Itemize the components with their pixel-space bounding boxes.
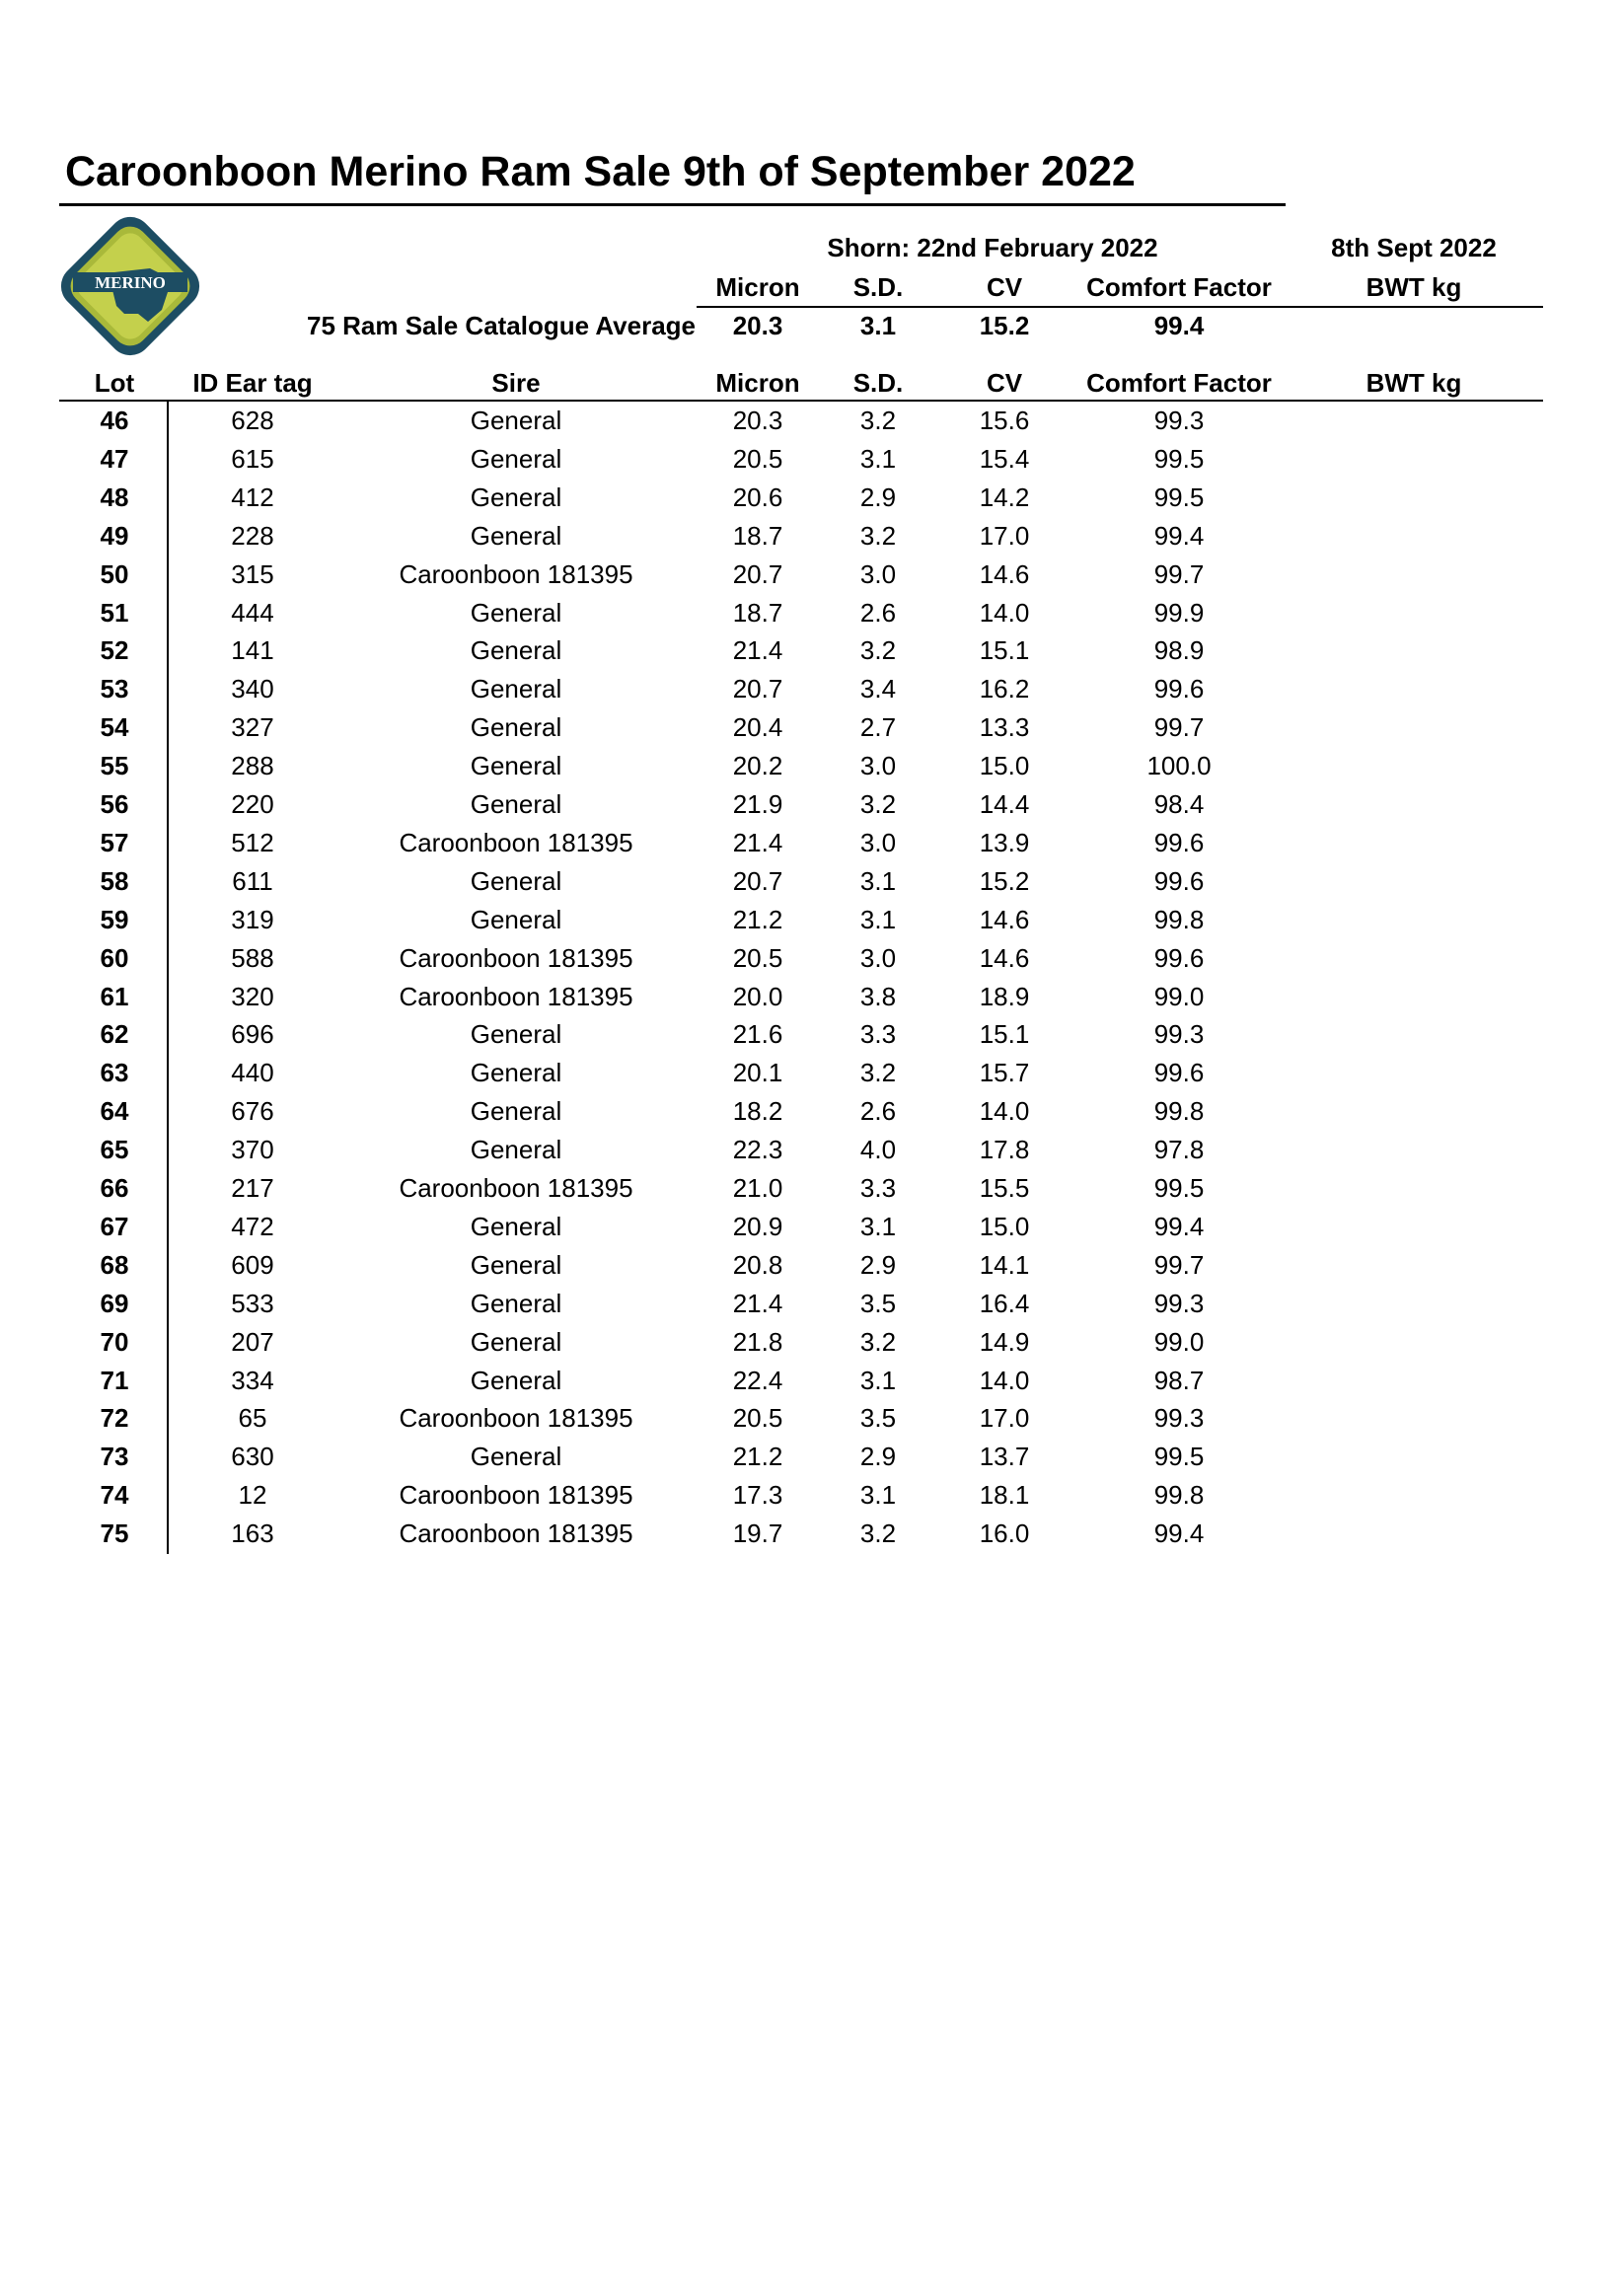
cell-cv: 15.0 (979, 1211, 1030, 1241)
cell-lot: 65 (100, 1135, 129, 1165)
cell-lot: 71 (100, 1365, 129, 1395)
cell-micron: 21.9 (732, 789, 783, 819)
cell-id: 615 (231, 443, 274, 474)
cell-lot: 72 (100, 1403, 129, 1434)
cell-cv: 18.1 (979, 1480, 1030, 1511)
cell-cv: 14.2 (979, 481, 1030, 512)
cell-micron: 22.3 (732, 1135, 783, 1165)
cell-micron: 21.2 (732, 904, 783, 934)
cell-lot: 58 (100, 865, 129, 896)
cell-sire: General (470, 712, 562, 743)
cell-sire: General (470, 406, 562, 435)
cell-cv: 13.7 (979, 1442, 1030, 1472)
cell-sire: General (470, 1058, 562, 1088)
cell-sire: General (470, 789, 562, 819)
cell-micron: 18.7 (732, 520, 783, 551)
cell-sire: General (470, 443, 562, 474)
cell-cv: 14.9 (979, 1326, 1030, 1357)
cell-micron: 21.6 (732, 1019, 783, 1050)
cell-id: 412 (231, 481, 274, 512)
cell-comfort: 98.4 (1153, 789, 1205, 819)
cell-micron: 20.0 (732, 981, 783, 1011)
shorn-date: Shorn: 22nd February 2022 (827, 233, 1158, 262)
cell-cv: 17.8 (979, 1135, 1030, 1165)
cell-cv: 16.0 (979, 1518, 1030, 1549)
cell-comfort: 99.7 (1153, 712, 1205, 743)
cell-micron: 18.2 (732, 1096, 783, 1127)
cell-lot: 53 (100, 674, 129, 704)
cell-comfort: 99.7 (1153, 1249, 1205, 1280)
cell-id: 370 (231, 1135, 274, 1165)
cell-id: 65 (238, 1403, 267, 1434)
cell-cv: 14.0 (979, 1365, 1030, 1395)
cell-micron: 20.4 (732, 712, 783, 743)
cell-sire: General (470, 481, 562, 512)
cell-sd: 3.2 (859, 635, 897, 666)
cell-lot: 64 (100, 1096, 129, 1127)
cell-cv: 14.0 (979, 597, 1030, 628)
cell-sire: Caroonboon 181395 (399, 558, 633, 589)
cell-lot: 48 (100, 481, 129, 512)
cell-sd: 3.2 (859, 789, 897, 819)
cell-sd: 3.1 (859, 443, 897, 474)
cell-cv: 15.1 (979, 1019, 1030, 1050)
cell-lot: 73 (100, 1442, 129, 1472)
cell-sd: 4.0 (859, 1135, 897, 1165)
cell-sd: 3.0 (859, 751, 897, 781)
col-header-micron: Micron (715, 368, 800, 398)
cell-id: 288 (231, 751, 274, 781)
average-comfort: 99.4 (1153, 311, 1205, 340)
lot-column-divider (167, 400, 169, 1554)
cell-sd: 2.7 (859, 712, 897, 743)
cell-comfort: 98.9 (1153, 635, 1205, 666)
cell-cv: 14.0 (979, 1096, 1030, 1127)
cell-comfort: 99.3 (1153, 1019, 1205, 1050)
cell-cv: 15.7 (979, 1058, 1030, 1088)
cell-lot: 47 (100, 443, 129, 474)
cell-id: 163 (231, 1518, 274, 1549)
cell-lot: 68 (100, 1249, 129, 1280)
cell-sire: Caroonboon 181395 (399, 1173, 633, 1203)
cell-cv: 14.6 (979, 558, 1030, 589)
cell-id: 588 (231, 942, 274, 973)
cell-sd: 2.9 (859, 481, 897, 512)
cell-id: 444 (231, 597, 274, 628)
cell-id: 141 (231, 635, 274, 666)
cell-sd: 3.5 (859, 1288, 897, 1318)
cell-sd: 3.2 (859, 1518, 897, 1549)
cell-cv: 14.1 (979, 1249, 1030, 1280)
cell-comfort: 97.8 (1153, 1135, 1205, 1165)
cell-id: 12 (238, 1480, 267, 1511)
cell-sd: 3.2 (859, 1058, 897, 1088)
cell-lot: 66 (100, 1173, 129, 1203)
cell-sire: Caroonboon 181395 (399, 827, 633, 857)
cell-sire: General (470, 904, 562, 934)
cell-cv: 16.2 (979, 674, 1030, 704)
cell-sire: General (470, 1096, 562, 1127)
cell-id: 533 (231, 1288, 274, 1318)
cell-comfort: 99.8 (1153, 1096, 1205, 1127)
cell-sd: 3.2 (859, 520, 897, 551)
cell-sd: 3.2 (859, 406, 897, 435)
cell-id: 319 (231, 904, 274, 934)
summary-header-micron: Micron (715, 272, 800, 302)
cell-micron: 21.2 (732, 1442, 783, 1472)
cell-sd: 2.9 (859, 1442, 897, 1472)
cell-comfort: 99.4 (1153, 520, 1205, 551)
cell-sd: 2.6 (859, 597, 897, 628)
cell-sire: Caroonboon 181395 (399, 942, 633, 973)
cell-cv: 18.9 (979, 981, 1030, 1011)
cell-lot: 67 (100, 1211, 129, 1241)
cell-sire: General (470, 1135, 562, 1165)
cell-micron: 20.3 (732, 406, 783, 435)
cell-sire: General (470, 751, 562, 781)
cell-lot: 49 (100, 520, 129, 551)
summary-header-sd: S.D. (852, 272, 904, 302)
cell-comfort: 99.0 (1153, 1326, 1205, 1357)
cell-sd: 3.4 (859, 674, 897, 704)
col-header-cv: CV (986, 368, 1023, 398)
cell-id: 609 (231, 1249, 274, 1280)
cell-cv: 15.4 (979, 443, 1030, 474)
cell-id: 327 (231, 712, 274, 743)
cell-sire: General (470, 520, 562, 551)
average-sd: 3.1 (859, 311, 897, 340)
cell-id: 611 (232, 865, 273, 896)
merino-logo-icon (55, 211, 205, 361)
cell-id: 676 (231, 1096, 274, 1127)
cell-comfort: 99.6 (1153, 1058, 1205, 1088)
cell-id: 440 (231, 1058, 274, 1088)
cell-sire: General (470, 1326, 562, 1357)
cell-comfort: 99.4 (1153, 1518, 1205, 1549)
cell-id: 217 (231, 1173, 274, 1203)
cell-id: 340 (231, 674, 274, 704)
cell-lot: 74 (100, 1480, 129, 1511)
logo-text: MERINO (95, 273, 166, 292)
cell-sd: 3.0 (859, 827, 897, 857)
cell-sire: Caroonboon 181395 (399, 1480, 633, 1511)
cell-id: 320 (231, 981, 274, 1011)
cell-sire: General (470, 1288, 562, 1318)
cell-micron: 20.6 (732, 481, 783, 512)
cell-micron: 17.3 (732, 1480, 783, 1511)
cell-sd: 3.0 (859, 942, 897, 973)
cell-comfort: 99.0 (1153, 981, 1205, 1011)
table-header-rule (59, 400, 1543, 402)
cell-sd: 3.1 (859, 904, 897, 934)
cell-comfort: 99.6 (1153, 942, 1205, 973)
cell-sire: General (470, 635, 562, 666)
cell-cv: 13.9 (979, 827, 1030, 857)
cell-comfort: 99.6 (1153, 865, 1205, 896)
cell-comfort: 99.3 (1153, 1403, 1205, 1434)
cell-micron: 20.1 (732, 1058, 783, 1088)
cell-micron: 20.2 (732, 751, 783, 781)
summary-header-cv: CV (986, 272, 1023, 302)
summary-header-rule (697, 306, 1543, 308)
cell-lot: 55 (100, 751, 129, 781)
cell-micron: 20.5 (732, 1403, 783, 1434)
cell-comfort: 99.4 (1153, 1211, 1205, 1241)
cell-id: 628 (231, 406, 274, 435)
cell-id: 315 (231, 558, 274, 589)
cell-cv: 15.5 (979, 1173, 1030, 1203)
cell-sire: Caroonboon 181395 (399, 1403, 633, 1434)
cell-micron: 21.4 (732, 827, 783, 857)
cell-sire: General (470, 1442, 562, 1472)
cell-sd: 3.0 (859, 558, 897, 589)
cell-micron: 21.4 (732, 1288, 783, 1318)
cell-comfort: 99.5 (1153, 443, 1205, 474)
average-micron: 20.3 (732, 311, 783, 340)
cell-cv: 15.2 (979, 865, 1030, 896)
average-label: 75 Ram Sale Catalogue Average (306, 311, 697, 340)
col-header-lot: Lot (94, 368, 135, 398)
cell-micron: 22.4 (732, 1365, 783, 1395)
cell-micron: 21.8 (732, 1326, 783, 1357)
cell-sd: 3.8 (859, 981, 897, 1011)
cell-sire: General (470, 865, 562, 896)
cell-lot: 61 (100, 981, 129, 1011)
col-header-sd: S.D. (852, 368, 904, 398)
cell-sire: General (470, 597, 562, 628)
cell-id: 220 (231, 789, 274, 819)
cell-comfort: 99.9 (1153, 597, 1205, 628)
cell-sire: General (470, 1211, 562, 1241)
cell-comfort: 99.6 (1153, 674, 1205, 704)
cell-sd: 3.1 (859, 1480, 897, 1511)
cell-id: 630 (231, 1442, 274, 1472)
cell-comfort: 99.5 (1153, 1173, 1205, 1203)
cell-cv: 15.0 (979, 751, 1030, 781)
summary-header-bwt: BWT kg (1366, 272, 1462, 302)
cell-cv: 17.0 (979, 1403, 1030, 1434)
cell-sd: 2.6 (859, 1096, 897, 1127)
cell-lot: 60 (100, 942, 129, 973)
cell-id: 334 (231, 1365, 274, 1395)
weigh-date: 8th Sept 2022 (1331, 233, 1497, 262)
cell-lot: 57 (100, 827, 129, 857)
average-cv: 15.2 (979, 311, 1030, 340)
cell-sd: 3.5 (859, 1403, 897, 1434)
cell-micron: 20.9 (732, 1211, 783, 1241)
cell-comfort: 99.5 (1153, 1442, 1205, 1472)
cell-micron: 21.4 (732, 635, 783, 666)
cell-comfort: 99.6 (1153, 827, 1205, 857)
cell-cv: 15.1 (979, 635, 1030, 666)
cell-lot: 50 (100, 558, 129, 589)
summary-header-comfort: Comfort Factor (1086, 272, 1272, 302)
cell-sd: 3.3 (859, 1173, 897, 1203)
cell-cv: 14.6 (979, 904, 1030, 934)
cell-micron: 21.0 (732, 1173, 783, 1203)
cell-sire: Caroonboon 181395 (399, 1518, 633, 1549)
cell-cv: 15.6 (979, 406, 1030, 435)
cell-cv: 13.3 (979, 712, 1030, 743)
cell-sd: 3.1 (859, 1365, 897, 1395)
cell-comfort: 99.5 (1153, 481, 1205, 512)
cell-comfort: 98.7 (1153, 1365, 1205, 1395)
cell-lot: 59 (100, 904, 129, 934)
cell-cv: 14.6 (979, 942, 1030, 973)
cell-comfort: 99.7 (1153, 558, 1205, 589)
cell-lot: 69 (100, 1288, 129, 1318)
cell-lot: 75 (100, 1518, 129, 1549)
cell-id: 512 (231, 827, 274, 857)
cell-cv: 16.4 (979, 1288, 1030, 1318)
col-header-sire: Sire (491, 368, 541, 398)
cell-lot: 54 (100, 712, 129, 743)
cell-lot: 46 (100, 406, 129, 435)
cell-sd: 3.2 (859, 1326, 897, 1357)
cell-comfort: 99.8 (1153, 1480, 1205, 1511)
cell-sire: General (470, 1249, 562, 1280)
cell-micron: 20.8 (732, 1249, 783, 1280)
cell-sire: General (470, 1019, 562, 1050)
cell-sd: 3.1 (859, 1211, 897, 1241)
cell-lot: 62 (100, 1019, 129, 1050)
cell-lot: 70 (100, 1326, 129, 1357)
cell-lot: 51 (100, 597, 129, 628)
cell-lot: 52 (100, 635, 129, 666)
cell-lot: 56 (100, 789, 129, 819)
cell-sd: 3.3 (859, 1019, 897, 1050)
cell-sire: Caroonboon 181395 (399, 981, 633, 1011)
cell-micron: 20.7 (732, 865, 783, 896)
cell-lot: 63 (100, 1058, 129, 1088)
col-header-comfort: Comfort Factor (1086, 368, 1272, 398)
cell-micron: 19.7 (732, 1518, 783, 1549)
col-header-id: ID Ear tag (192, 368, 313, 398)
cell-micron: 20.7 (732, 674, 783, 704)
cell-micron: 20.5 (732, 942, 783, 973)
cell-comfort: 99.3 (1153, 406, 1205, 435)
page-title: Caroonboon Merino Ram Sale 9th of September 2022 (65, 148, 1136, 195)
cell-id: 207 (231, 1326, 274, 1357)
cell-sire: General (470, 1365, 562, 1395)
cell-comfort: 99.8 (1153, 904, 1205, 934)
cell-comfort: 100.0 (1146, 751, 1212, 781)
cell-sire: General (470, 674, 562, 704)
cell-id: 696 (231, 1019, 274, 1050)
cell-comfort: 99.3 (1153, 1288, 1205, 1318)
cell-id: 472 (231, 1211, 274, 1241)
cell-id: 228 (231, 520, 274, 551)
cell-cv: 14.4 (979, 789, 1030, 819)
cell-micron: 18.7 (732, 597, 783, 628)
col-header-bwt: BWT kg (1366, 368, 1462, 398)
cell-cv: 17.0 (979, 520, 1030, 551)
cell-micron: 20.5 (732, 443, 783, 474)
cell-micron: 20.7 (732, 558, 783, 589)
cell-sd: 3.1 (859, 865, 897, 896)
cell-sd: 2.9 (859, 1249, 897, 1280)
title-underline (59, 203, 1286, 206)
